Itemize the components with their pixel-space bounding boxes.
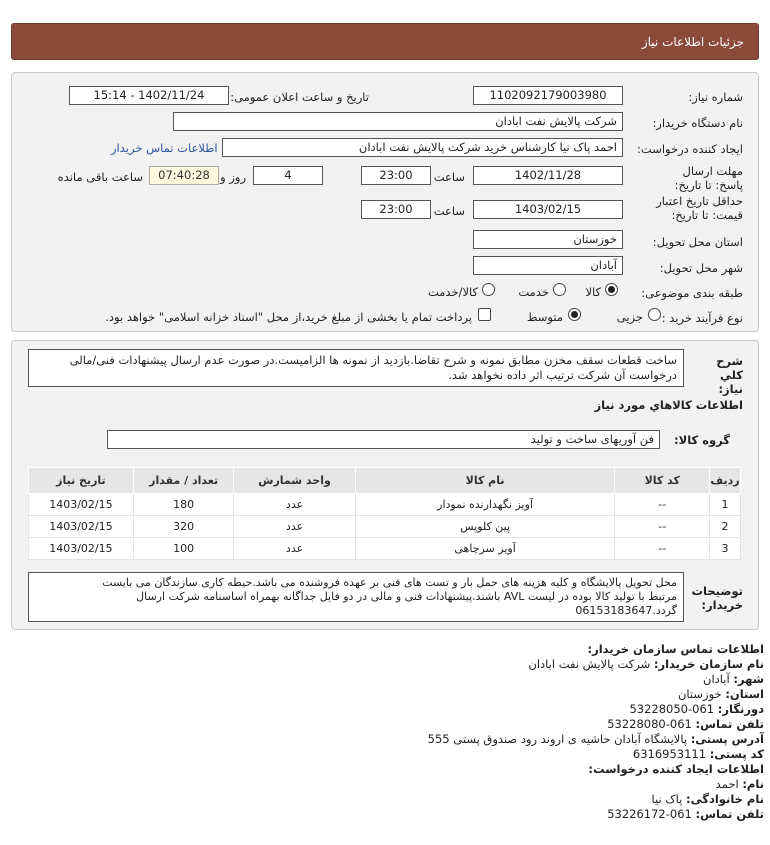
announce-label: تاریخ و ساعت اعلان عمومی: — [230, 90, 369, 104]
process-medium-radio[interactable] — [568, 308, 581, 321]
phone-value: 061-53228080 — [607, 717, 692, 731]
province-contact-value: خوزستان — [677, 687, 722, 701]
item-code: -- — [615, 494, 709, 516]
col-quantity: تعداد / مقدار — [133, 468, 234, 494]
col-date: تاریخ نیاز — [29, 468, 134, 494]
deadline-date-field: 1402/11/28 — [473, 166, 623, 185]
province-field: خوزستان — [473, 230, 623, 249]
announce-date-field: 1402/11/24 - 15:14 — [69, 86, 229, 105]
city-contact-value: آبادان — [703, 672, 730, 686]
validity-time-field: 23:00 — [361, 200, 431, 219]
table-row — [29, 538, 741, 560]
goods-group-field: فن آوریهای ساخت و تولید — [107, 430, 660, 449]
goods-table — [28, 467, 741, 560]
days-label: روز و — [220, 170, 246, 184]
validity-date-field: 1403/02/15 — [473, 200, 623, 219]
creator-field: احمد پاک نیا کارشناس خرید شرکت پالایش نفت ابادان — [222, 138, 623, 157]
category-both-label: کالا/خدمت — [427, 285, 478, 299]
city-label: شهر محل تحویل: — [659, 261, 743, 275]
item-date: 1403/02/15 — [29, 538, 134, 560]
contact-title: اطلاعات تماس سازمان خریدار: — [587, 642, 764, 656]
creator-name-label: نام: — [742, 777, 764, 791]
org-label: نام سازمان خریدار: — [653, 657, 764, 671]
page-title: جزئیات اطلاعات نیاز — [641, 35, 744, 49]
goods-table-header — [29, 468, 741, 494]
buyer-notes-label: توضیحات خریدار: — [691, 584, 743, 612]
item-date: 1403/02/15 — [29, 494, 134, 516]
item-unit: عدد — [234, 538, 355, 560]
province-contact-label: استان: — [725, 687, 764, 701]
remaining-time-label: ساعت باقی مانده — [57, 170, 143, 184]
table-row — [29, 494, 741, 516]
item-unit: عدد — [234, 516, 355, 538]
postal-value: 6316953111 — [632, 747, 707, 761]
row-number: 3 — [709, 538, 740, 560]
creator-family-label: نام خانوادگی: — [686, 792, 764, 806]
process-label: نوع فرآیند خرید : — [661, 311, 743, 325]
validity-label: حداقل تاریخ اعتبار قیمت: تا تاریخ: — [656, 194, 743, 222]
creator-label: ایجاد کننده درخواست: — [637, 142, 743, 156]
item-quantity: 180 — [133, 494, 234, 516]
fax-value: 061-53228050 — [629, 702, 715, 716]
need-number-field: 1102092179003980 — [473, 86, 623, 105]
creator-name-value: احمد — [715, 777, 739, 791]
item-code: -- — [615, 516, 709, 538]
buyer-notes-line-1: محل تحویل پالایشگاه و کلیه هزینه های حمل بار و تست های فنی بر عهده فروشنده می باشد.حیطه کاری سازندگان می بایست — [102, 576, 677, 589]
category-goods-label: کالا — [585, 285, 601, 299]
buyer-notes-line-2: مرتبط با تولید کالا بوده در لیست AVL باشند.پیشنهادات فنی و مالی در دو فایل جداگانه بهمراه اساسنامه شرکت ارسال — [136, 590, 677, 603]
item-name: پین کلوپس — [355, 516, 615, 538]
item-date: 1403/02/15 — [29, 516, 134, 538]
buyer-field: شرکت پالایش نفت ابادان — [173, 112, 623, 131]
summary-line-2: درخواست آن شرکت ترتیب اثر داده نخواهد شد. — [448, 368, 677, 382]
category-goods-radio[interactable] — [605, 283, 618, 296]
city-field: آبادان — [473, 256, 623, 275]
col-row: ردیف — [709, 468, 740, 494]
city-contact-label: شهر: — [733, 672, 764, 686]
col-name: نام کالا — [355, 468, 615, 494]
need-number-label: شماره نیاز: — [688, 90, 743, 104]
deadline-time-label: ساعت — [433, 170, 465, 184]
item-unit: عدد — [234, 494, 355, 516]
treasury-payment-checkbox[interactable] — [478, 308, 491, 321]
category-both-radio[interactable] — [482, 283, 495, 296]
table-row — [29, 516, 741, 538]
treasury-payment-note: پرداخت تمام یا بخشی از مبلغ خرید،از محل "اسناد خزانه اسلامی" خواهد بود. — [105, 310, 472, 324]
item-quantity: 320 — [133, 516, 234, 538]
goods-section-title: اطلاعات کالاهاي مورد نیاز — [594, 398, 743, 412]
row-number: 1 — [709, 494, 740, 516]
process-small-radio[interactable] — [648, 308, 661, 321]
days-remaining-field: 4 — [253, 166, 323, 185]
creator-phone-label: تلفن تماس: — [695, 807, 764, 821]
item-name: آویز نگهدارنده نمودار — [355, 494, 615, 516]
category-label: طبقه بندی موضوعی: — [641, 286, 743, 300]
goods-group-label: گروه کالا: — [674, 433, 730, 447]
address-label: آدرس پستی: — [690, 732, 764, 746]
creator-info-title: اطلاعات ایجاد کننده درخواست: — [588, 762, 764, 776]
summary-line-1: ساخت قطعات سقف مخزن مطابق نمونه و شرح تقاضا.بازدید از نمونه ها الزامیست.در صورت عدم ارسال پیشنهادات فنی/مالی — [69, 353, 677, 367]
process-medium-label: متوسط — [526, 310, 563, 324]
buyer-notes-text — [28, 572, 684, 622]
summary-label: شرح کلي نیاز: — [716, 354, 743, 396]
category-service-label: خدمت — [518, 285, 549, 299]
phone-label: تلفن تماس: — [695, 717, 764, 731]
buyer-notes-line-3: گردد.06153183647 — [575, 604, 677, 617]
deadline-time-field: 23:00 — [361, 166, 431, 185]
category-service-radio[interactable] — [553, 283, 566, 296]
col-code: کد کالا — [615, 468, 709, 494]
deadline-label: مهلت ارسال پاسخ: تا تاریخ: — [674, 164, 743, 192]
province-label: استان محل تحویل: — [652, 235, 743, 249]
validity-time-label: ساعت — [433, 204, 465, 218]
row-number: 2 — [709, 516, 740, 538]
buyer-contact-link[interactable]: اطلاعات تماس خریدار — [111, 141, 218, 155]
address-value: پالایشگاه آبادان حاشیه ی اروند رود صندوق پستی 555 — [427, 732, 688, 746]
item-name: آویز سرچاهی — [355, 538, 615, 560]
page-header — [11, 23, 759, 60]
process-small-label: جزیی — [616, 310, 643, 324]
item-code: -- — [615, 538, 709, 560]
postal-label: کد پستی: — [709, 747, 764, 761]
buyer-label: نام دستگاه خریدار: — [652, 116, 743, 130]
item-quantity: 100 — [133, 538, 234, 560]
remaining-time-field: 07:40:28 — [149, 166, 219, 185]
col-unit: واحد شمارش — [234, 468, 355, 494]
fax-label: دورنگار: — [717, 702, 764, 716]
creator-family-value: پاک نیا — [651, 792, 683, 806]
summary-text — [28, 349, 684, 387]
creator-phone-value: 061-53226172 — [607, 807, 692, 821]
org-value: شرکت پالایش نفت ابادان — [528, 657, 651, 671]
